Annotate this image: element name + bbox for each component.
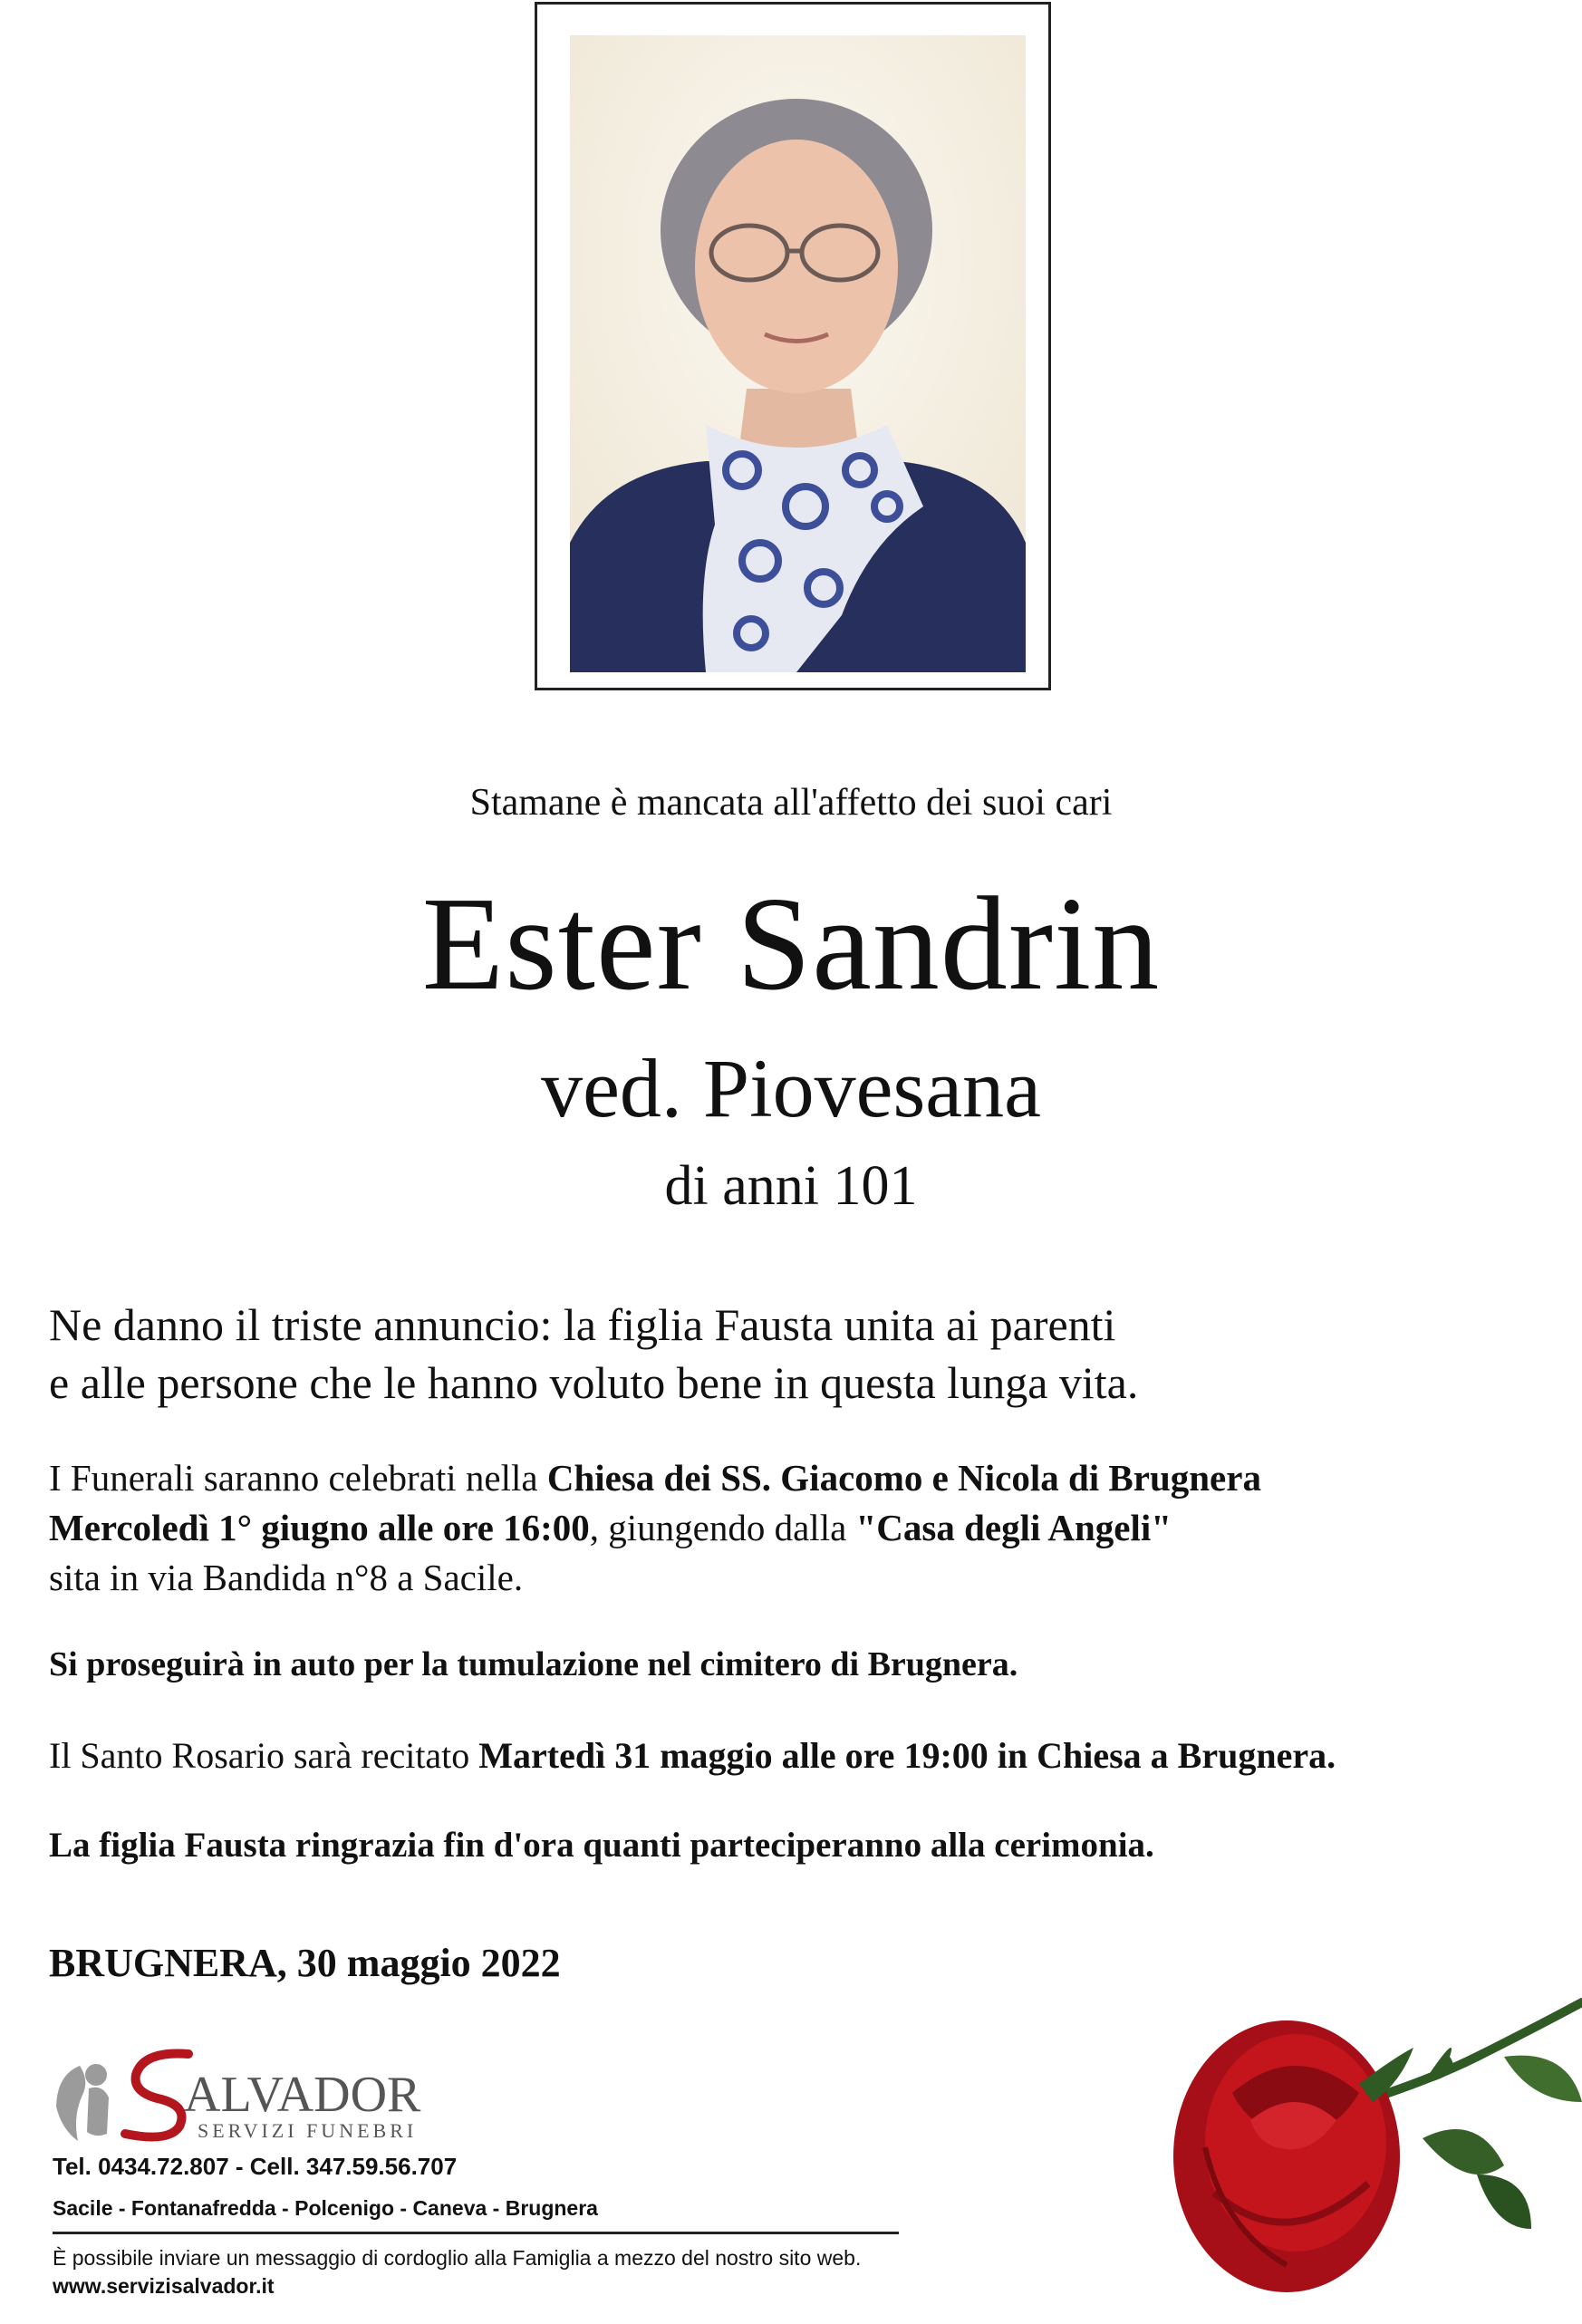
funeral-prefix: I Funerali saranno celebrati nella	[49, 1457, 547, 1499]
funeral-origin: "Casa degli Angeli"	[855, 1507, 1172, 1548]
angel-logo-icon	[53, 2043, 469, 2147]
announcement-line-2: e alle persone che le hanno voluto bene in questa lunga vita.	[49, 1357, 1139, 1408]
announcement-paragraph	[49, 1296, 1544, 1412]
agency-website-link[interactable]: www.servizisalvador.it	[53, 2274, 275, 2298]
place-date: BRUGNERA, 30 maggio 2022	[49, 1941, 561, 1985]
agency-locations: Sacile - Fontanafredda - Polcenigo - Caneva - Brugnera	[53, 2196, 598, 2220]
funeral-line-2	[49, 1503, 1544, 1553]
agency-logo	[53, 2043, 469, 2147]
funeral-address: sita in via Bandida n°8 a Sacile.	[49, 1557, 524, 1598]
announcement-line-1: Ne danno il triste annuncio: la figlia Fausta unita ai parenti	[49, 1299, 1116, 1350]
agency-contacts: Tel. 0434.72.807 - Cell. 347.59.56.707	[53, 2153, 458, 2180]
church-name: Chiesa dei SS. Giacomo e Nicola di Brugnera	[546, 1457, 1261, 1499]
funeral-datetime: Mercoledì 1° giugno alle ore 16:00	[49, 1507, 590, 1548]
logo-tagline: SERVIZI FUNEBRI	[198, 2119, 418, 2142]
logo-name: ALVADOR	[184, 2067, 421, 2123]
deceased-name: Ester Sandrin	[421, 870, 1161, 1018]
funeral-line-1	[49, 1453, 1544, 1503]
age-text: di anni 101	[664, 1155, 918, 1217]
thanks-notice: La figlia Fausta ringrazia fin d'ora quanti parteciperanno alla cerimonia.	[49, 1826, 1154, 1865]
funeral-middle: , giungendo dalla	[589, 1507, 856, 1548]
portrait-photo	[570, 35, 1026, 672]
rose-image	[1151, 1957, 1582, 2319]
portrait-frame	[535, 2, 1051, 690]
burial-notice: Si proseguirà in auto per la tumulazione nel cimitero di Brugnera.	[49, 1645, 1018, 1683]
intro-text: Stamane è mancata all'affetto dei suoi cari	[469, 782, 1113, 824]
footer-divider	[53, 2232, 899, 2234]
funeral-paragraph	[49, 1453, 1544, 1603]
portrait-illustration	[570, 35, 1026, 672]
condolence-note: È possibile inviare un messaggio di cordoglio alla Famiglia a mezzo del nostro sito web.	[53, 2246, 862, 2270]
rosary-detail: Martedì 31 maggio alle ore 19:00 in Chiesa a Brugnera.	[478, 1735, 1336, 1776]
widow-of-text: ved. Piovesana	[541, 1042, 1041, 1134]
rosary-prefix: Il Santo Rosario sarà recitato	[49, 1735, 479, 1776]
rosary-notice	[49, 1734, 1544, 1777]
rose-icon	[1151, 1957, 1582, 2319]
